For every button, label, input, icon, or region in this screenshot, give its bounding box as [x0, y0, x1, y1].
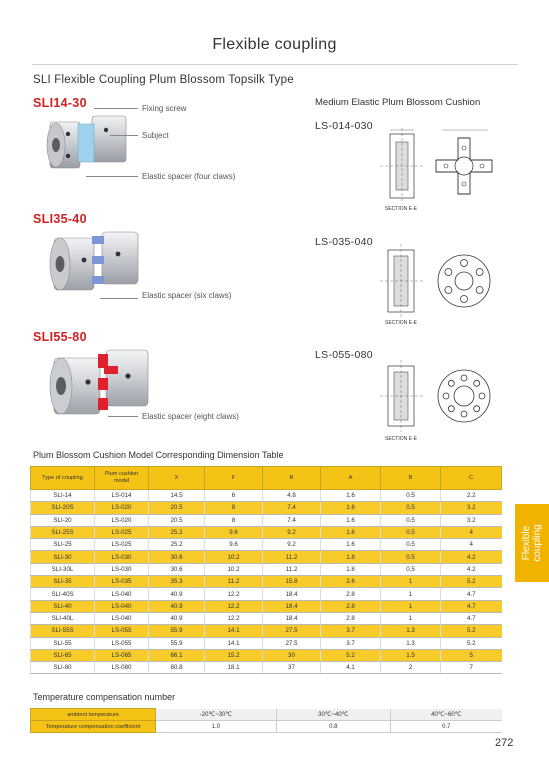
table-cell: 30℃~40℃: [276, 709, 390, 721]
callout-line: [100, 298, 138, 299]
side-tab-line: Flexible: [521, 525, 532, 561]
table-cell: 4.2: [441, 563, 502, 575]
table-cell: 4.8: [263, 490, 321, 502]
table-cell: 30.6: [149, 551, 205, 563]
table-row: [31, 576, 502, 588]
coupling-image-sli14-30: [36, 108, 136, 180]
callout-spacer-eight: Elastic spacer (eight claws): [142, 412, 239, 421]
table-cell: 5.2: [441, 625, 502, 637]
table-cell: 1.8: [321, 551, 381, 563]
table-cell: 1.6: [321, 514, 381, 526]
table-cell: SLI-20S: [31, 502, 95, 514]
table-cell: 1.3: [381, 625, 441, 637]
table-row: [31, 721, 503, 733]
table-cell: LS-020: [95, 514, 149, 526]
table-cell: 20.5: [149, 502, 205, 514]
table-cell: 12.2: [205, 588, 263, 600]
table-cell: LS-055: [95, 625, 149, 637]
table-row: [31, 612, 502, 624]
table-cell: 18.4: [263, 600, 321, 612]
table-cell: 14.5: [149, 490, 205, 502]
temperature-table: [30, 708, 502, 733]
table-cell: 4: [441, 526, 502, 538]
table-cell: SLI-25S: [31, 526, 95, 538]
table-cell: 7.4: [263, 514, 321, 526]
table-cell: LS-014: [95, 490, 149, 502]
table-row: [31, 514, 502, 526]
table-cell: 1.5: [381, 649, 441, 661]
table-cell: LS-065: [95, 649, 149, 661]
table-cell: 0.5: [381, 539, 441, 551]
table-cell: 1.0: [156, 721, 277, 733]
side-tab: [515, 504, 549, 582]
col-f: F: [205, 467, 263, 490]
table-cell: 9.2: [263, 526, 321, 538]
cushion-drawing-ls-035-040: [378, 240, 502, 320]
table-row: [31, 502, 502, 514]
spacer-claw: [98, 378, 108, 390]
table-row: [31, 551, 502, 563]
table-row: [31, 662, 502, 674]
section-caption: SECTION E-E: [385, 436, 417, 442]
col-x: X: [149, 467, 205, 490]
spacer-claw: [98, 398, 108, 410]
callout-spacer-six: Elastic spacer (six claws): [142, 291, 232, 300]
table-cell: 1: [381, 576, 441, 588]
dimension-table: [30, 466, 502, 674]
table-cell: 15.2: [205, 649, 263, 661]
table-cell: 1.6: [321, 502, 381, 514]
table-cell: 9.6: [205, 526, 263, 538]
table-cell: 1.6: [321, 490, 381, 502]
model-label-sli14-30: SLI14-30: [33, 96, 87, 110]
table-cell: SLI-14: [31, 490, 95, 502]
table-cell: 30: [263, 649, 321, 661]
cushion-code-ls-035-040: LS-035-040: [315, 236, 373, 248]
table-cell: 40.9: [149, 612, 205, 624]
table-cell: 3.7: [321, 637, 381, 649]
cushion-code-ls-014-030: LS-014-030: [315, 120, 373, 132]
table-cell: 0.5: [381, 551, 441, 563]
table-cell: 1.3: [381, 637, 441, 649]
table-row: [31, 563, 502, 575]
callout-line: [110, 135, 138, 136]
dimension-table-body: [31, 490, 502, 674]
table-cell: 0.5: [381, 514, 441, 526]
table-cell: 27.5: [263, 625, 321, 637]
table-cell: LS-025: [95, 539, 149, 551]
table-cell: -20℃~30℃: [156, 709, 277, 721]
table-cell: 80.8: [149, 662, 205, 674]
table-cell: 25.2: [149, 526, 205, 538]
callout-spacer-four: Elastic spacer (four claws): [142, 172, 236, 181]
table-row: [31, 637, 502, 649]
cushion-drawing-ls-014-030: [378, 124, 502, 206]
col-c: C: [441, 467, 502, 490]
table-cell: SLI-20: [31, 514, 95, 526]
table-cell: 7: [441, 662, 502, 674]
spacer-claw: [92, 236, 104, 244]
page-number: 272: [495, 737, 514, 749]
page-subtitle: SLI Flexible Coupling Plum Blossom Topsilk Type: [33, 74, 294, 86]
table-cell: 5: [441, 649, 502, 661]
table-cell: 15.8: [263, 576, 321, 588]
table-cell: 1: [381, 600, 441, 612]
table-cell: 2.2: [441, 490, 502, 502]
table-cell: LS-035: [95, 576, 149, 588]
title-rule: [32, 64, 518, 65]
callout-fixing-screw: Fixing screw: [142, 104, 187, 113]
table-cell: SLI-30: [31, 551, 95, 563]
table-cell: 4.7: [441, 588, 502, 600]
coupling-image-sli35-40: [44, 224, 144, 300]
table-cell: 40.9: [149, 600, 205, 612]
table-cell: 2.8: [321, 612, 381, 624]
spacer-claw: [92, 256, 104, 264]
table-row: [31, 709, 503, 721]
table-cell: 18.1: [205, 662, 263, 674]
spacer-claw: [92, 276, 104, 284]
table-cell: LS-025: [95, 526, 149, 538]
table-cell: 0.5: [381, 502, 441, 514]
table-cell: LS-030: [95, 563, 149, 575]
table-cell: 18.4: [263, 588, 321, 600]
callout-subject: Subject: [142, 131, 169, 140]
table-header-row: [31, 467, 502, 490]
table-cell: 55.9: [149, 637, 205, 649]
table-cell: SLI-55: [31, 637, 95, 649]
table-cell: 3.7: [321, 625, 381, 637]
table-cell: SLI-40S: [31, 588, 95, 600]
table-cell: SLI-80: [31, 662, 95, 674]
table-cell: 35.3: [149, 576, 205, 588]
table-cell: 0.5: [381, 563, 441, 575]
cushion-heading: Medium Elastic Plum Blossom Cushion: [315, 97, 481, 108]
table-cell: 1: [381, 612, 441, 624]
table-cell: 5.2: [441, 576, 502, 588]
table-cell: 8: [205, 514, 263, 526]
table-cell: 1.8: [321, 563, 381, 575]
spacer-claw: [104, 366, 118, 374]
table-cell: LS-080: [95, 662, 149, 674]
table-cell: 5.2: [321, 649, 381, 661]
table-cell: 11.2: [263, 551, 321, 563]
callout-line: [94, 108, 138, 109]
table-cell: 8: [205, 502, 263, 514]
table-cell: 0.5: [381, 490, 441, 502]
table-cell: 25.2: [149, 539, 205, 551]
table-cell: 0.7: [390, 721, 502, 733]
table-cell: 12.2: [205, 600, 263, 612]
table-cell: SLI-55S: [31, 625, 95, 637]
table-cell: 2.8: [321, 588, 381, 600]
table-cell: 14.1: [205, 625, 263, 637]
col-type: Type of coupling: [31, 467, 95, 490]
table-cell: 20.5: [149, 514, 205, 526]
col-cushion: Plum cushion model: [95, 467, 149, 490]
table-cell: 9.6: [205, 539, 263, 551]
table-cell: 40℃~60℃: [390, 709, 502, 721]
table-cell: SLI-40: [31, 600, 95, 612]
table-row: [31, 526, 502, 538]
table-row: [31, 588, 502, 600]
table-cell: 11.2: [263, 563, 321, 575]
table-cell: SLI-35: [31, 576, 95, 588]
table-cell: 0.8: [276, 721, 390, 733]
table-row: [31, 625, 502, 637]
table-cell: 2: [381, 662, 441, 674]
spacer-claw: [78, 124, 94, 162]
table-cell: SLI-40L: [31, 612, 95, 624]
table-cell: 1.6: [321, 526, 381, 538]
temperature-title: Temperature compensation number: [33, 692, 176, 702]
table-cell: 5.2: [441, 637, 502, 649]
cushion-drawing-ls-055-080: [378, 356, 502, 434]
table-row: [31, 600, 502, 612]
section-caption: SECTION E-E: [385, 206, 417, 212]
table-cell: 14.1: [205, 637, 263, 649]
model-label-sli55-80: SLI55-80: [33, 330, 87, 344]
table-cell: 27.5: [263, 637, 321, 649]
table-cell: 3.2: [441, 502, 502, 514]
table-cell: 12.2: [205, 612, 263, 624]
spacer-claw: [98, 354, 108, 368]
table-cell: 66.1: [149, 649, 205, 661]
table-cell: 1: [381, 588, 441, 600]
table-row: [31, 649, 502, 661]
table-cell: 0.5: [381, 526, 441, 538]
table-cell: 18.4: [263, 612, 321, 624]
table-cell: 4: [441, 539, 502, 551]
table-cell: SLI-65: [31, 649, 95, 661]
model-label-sli35-40: SLI35-40: [33, 212, 87, 226]
callout-line: [108, 416, 138, 417]
table-cell: 10.2: [205, 563, 263, 575]
row-label: Temperature compensation coefficient: [31, 721, 156, 733]
table-cell: LS-040: [95, 600, 149, 612]
table-cell: 6: [205, 490, 263, 502]
page-title: Flexible coupling: [212, 36, 337, 53]
table-cell: 1.6: [321, 539, 381, 551]
table-cell: LS-020: [95, 502, 149, 514]
cushion-code-ls-055-080: LS-055-080: [315, 349, 373, 361]
col-a: A: [321, 467, 381, 490]
table-cell: 2.6: [321, 576, 381, 588]
table-cell: SLI-30L: [31, 563, 95, 575]
coupling-image-sli55-80: [44, 342, 154, 422]
table-cell: 4.7: [441, 600, 502, 612]
table-cell: 2.8: [321, 600, 381, 612]
section-caption: SECTION E-E: [385, 320, 417, 326]
table-cell: 30.6: [149, 563, 205, 575]
table-cell: LS-040: [95, 588, 149, 600]
table-cell: 4.7: [441, 612, 502, 624]
side-tab-line: coupling: [532, 524, 543, 562]
table-cell: 3.2: [441, 514, 502, 526]
table-cell: 4.1: [321, 662, 381, 674]
table-cell: 55.9: [149, 625, 205, 637]
table-row: [31, 490, 502, 502]
table-cell: 4.2: [441, 551, 502, 563]
table-cell: 37: [263, 662, 321, 674]
table-row: [31, 539, 502, 551]
table-cell: 10.2: [205, 551, 263, 563]
table-cell: LS-030: [95, 551, 149, 563]
callout-line: [86, 176, 138, 177]
table-cell: 40.9: [149, 588, 205, 600]
dimension-table-title: Plum Blossom Cushion Model Corresponding Dimension Table: [33, 450, 284, 460]
col-b: B: [381, 467, 441, 490]
table-cell: 11.2: [205, 576, 263, 588]
table-cell: 9.2: [263, 539, 321, 551]
table-cell: LS-055: [95, 637, 149, 649]
table-cell: SLI-25: [31, 539, 95, 551]
col-r: R: [263, 467, 321, 490]
table-cell: 7.4: [263, 502, 321, 514]
row-label: ambient temperature: [31, 709, 156, 721]
table-cell: LS-040: [95, 612, 149, 624]
